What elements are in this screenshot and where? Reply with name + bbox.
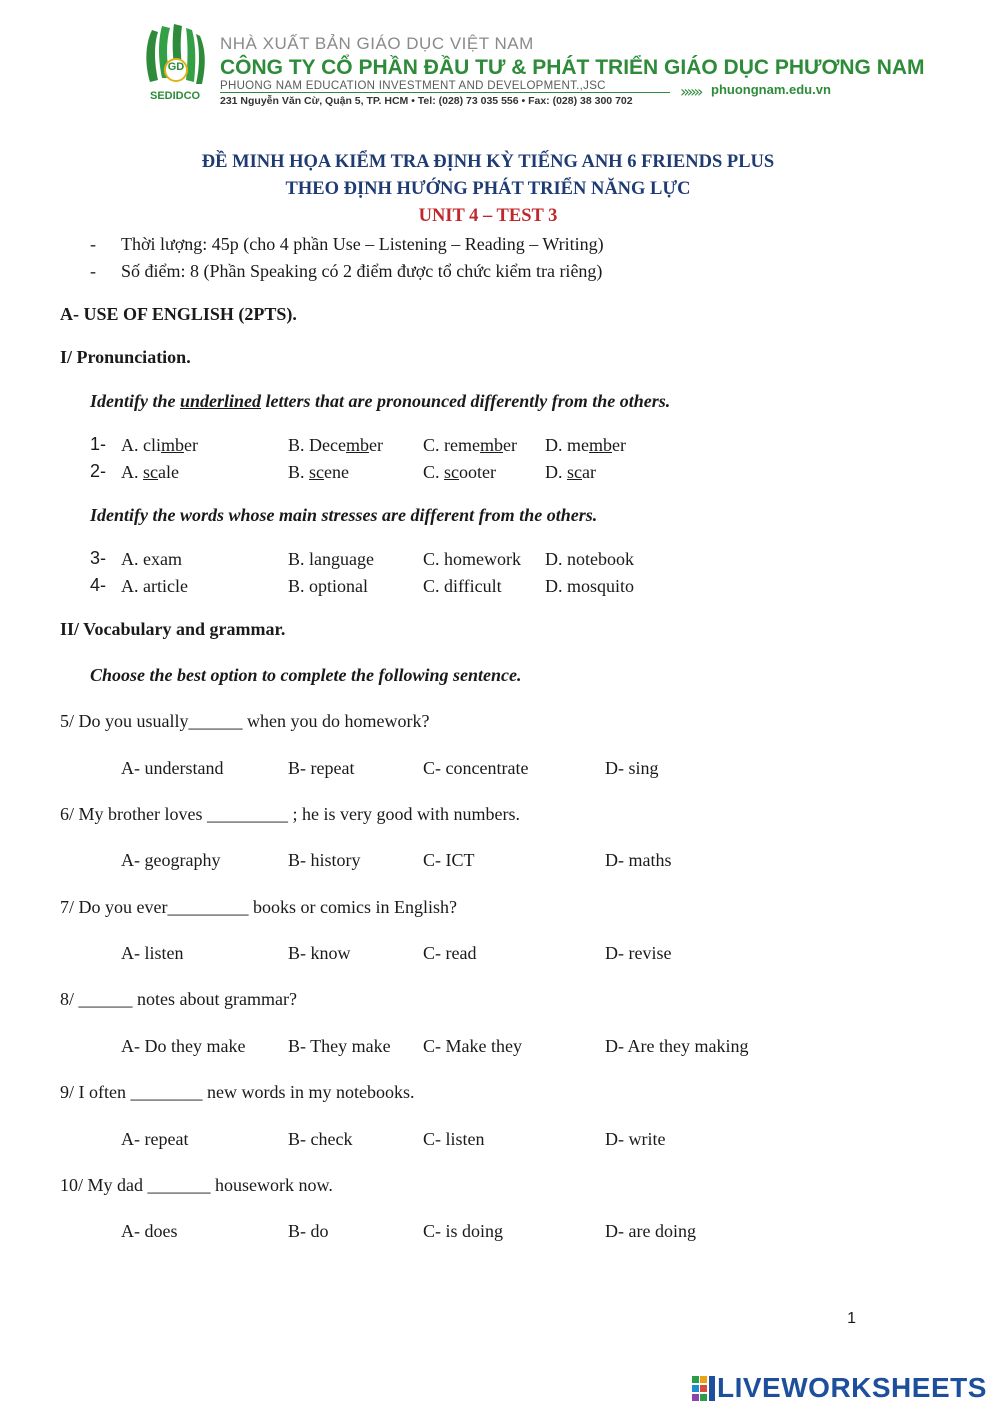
option-b[interactable]: B- check [288, 1129, 353, 1149]
sedidco-logo [138, 22, 214, 106]
option-a[interactable]: A. exam [121, 549, 182, 569]
option-a[interactable]: A. climber [121, 435, 198, 455]
option-c[interactable]: C. remember [423, 435, 517, 455]
vocabulary-instruction: Choose the best option to complete the following sentence. [90, 665, 522, 685]
option-b[interactable]: B- know [288, 943, 351, 963]
option-b[interactable]: B- history [288, 850, 361, 870]
option-c[interactable]: C- Make they [423, 1036, 522, 1056]
option-b[interactable]: B. scene [288, 462, 349, 482]
title-line-1: ĐỀ MINH HỌA KIỂM TRA ĐỊNH KỲ TIẾNG ANH 6 FRIENDS PLUS [201, 152, 775, 172]
question-10-text: 10/ My dad _______ housework now. [60, 1175, 333, 1195]
question-6-text: 6/ My brother loves _________ ; he is very good with numbers. [60, 804, 520, 824]
option-c[interactable]: C. homework [423, 549, 521, 569]
option-b[interactable]: B. December [288, 435, 383, 455]
option-c[interactable]: C. scooter [423, 462, 496, 482]
option-b[interactable]: B- They make [288, 1036, 391, 1056]
question-number: 4- [90, 575, 107, 595]
option-a[interactable]: A. scale [121, 462, 179, 482]
section-a-heading: A- USE OF ENGLISH (2PTS). [60, 304, 297, 324]
option-c[interactable]: C- listen [423, 1129, 485, 1149]
option-c[interactable]: C- ICT [423, 850, 475, 870]
logo-caption: SEDIDCO [150, 90, 201, 102]
option-d[interactable]: D- sing [605, 758, 659, 778]
pronunciation-instruction: Identify the underlined letters that are pronounced differently from the others. [90, 391, 671, 411]
option-d[interactable]: D. member [545, 435, 626, 455]
vocabulary-heading: II/ Vocabulary and grammar. [60, 619, 286, 639]
company-name: CÔNG TY CỔ PHẦN ĐẦU TƯ & PHÁT TRIỂN GIÁO DỤC PHƯƠNG NAM [220, 56, 925, 79]
option-a[interactable]: A- Do they make [121, 1036, 246, 1056]
liveworksheets-brand[interactable]: LIVEWORKSHEETS [717, 1372, 987, 1403]
title-line-2: THEO ĐỊNH HƯỚNG PHÁT TRIỂN NĂNG LỰC [285, 179, 691, 199]
option-d[interactable]: D. mosquito [545, 576, 635, 596]
info-duration: Thời lượng: 45p (cho 4 phần Use – Listening – Reading – Writing) [121, 234, 604, 254]
option-d[interactable]: D. scar [545, 462, 596, 482]
option-c[interactable]: C- read [423, 943, 477, 963]
option-a[interactable]: A. article [121, 576, 188, 596]
option-a[interactable]: A- repeat [121, 1129, 189, 1149]
option-a[interactable]: A- listen [121, 943, 184, 963]
header-divider [220, 92, 670, 93]
company-website: phuongnam.edu.vn [711, 82, 831, 97]
liveworksheets-logo-icon [692, 1376, 716, 1402]
option-c[interactable]: C- is doing [423, 1221, 504, 1241]
option-b[interactable]: B. language [288, 549, 374, 569]
option-d[interactable]: D- are doing [605, 1221, 696, 1241]
option-c[interactable]: C. difficult [423, 576, 502, 596]
option-d[interactable]: D- revise [605, 943, 672, 963]
option-b[interactable]: B- repeat [288, 758, 355, 778]
option-d[interactable]: D. notebook [545, 549, 634, 569]
page-number: 1 [847, 1310, 856, 1327]
pronunciation-heading: I/ Pronunciation. [60, 347, 191, 367]
title-unit: UNIT 4 – TEST 3 [418, 206, 558, 226]
question-number: 1- [90, 434, 107, 454]
option-a[interactable]: A- understand [121, 758, 224, 778]
question-7-text: 7/ Do you ever_________ books or comics in English? [60, 897, 457, 917]
question-number: 2- [90, 461, 107, 481]
company-name-en: PHUONG NAM EDUCATION INVESTMENT AND DEVELOPMENT.,JSC [220, 80, 606, 92]
question-5-text: 5/ Do you usually______ when you do homework? [60, 711, 430, 731]
option-a[interactable]: A- does [121, 1221, 178, 1241]
option-d[interactable]: D- write [605, 1129, 666, 1149]
publisher-name: NHÀ XUẤT BẢN GIÁO DỤC VIỆT NAM [220, 34, 534, 53]
question-number: 3- [90, 548, 107, 568]
company-address: 231 Nguyễn Văn Cừ, Quận 5, TP. HCM • Tel: (028) 73 035 556 • Fax: (028) 38 300 702 [220, 95, 633, 107]
option-d[interactable]: D- Are they making [605, 1036, 749, 1056]
option-a[interactable]: A- geography [121, 850, 221, 870]
question-9-text: 9/ I often ________ new words in my notebooks. [60, 1082, 415, 1102]
bullet-dash: - [90, 261, 96, 281]
bullet-dash: - [90, 234, 96, 254]
option-b[interactable]: B- do [288, 1221, 329, 1241]
question-8-text: 8/ ______ notes about grammar? [60, 989, 297, 1009]
option-d[interactable]: D- maths [605, 850, 672, 870]
option-b[interactable]: B. optional [288, 576, 368, 596]
arrows-icon: »»» [680, 82, 701, 101]
stress-instruction: Identify the words whose main stresses are different from the others. [90, 505, 598, 525]
logo-monogram: GD [167, 61, 185, 73]
option-c[interactable]: C- concentrate [423, 758, 529, 778]
info-score: Số điểm: 8 (Phần Speaking có 2 điểm được tổ chức kiểm tra riêng) [121, 261, 603, 281]
